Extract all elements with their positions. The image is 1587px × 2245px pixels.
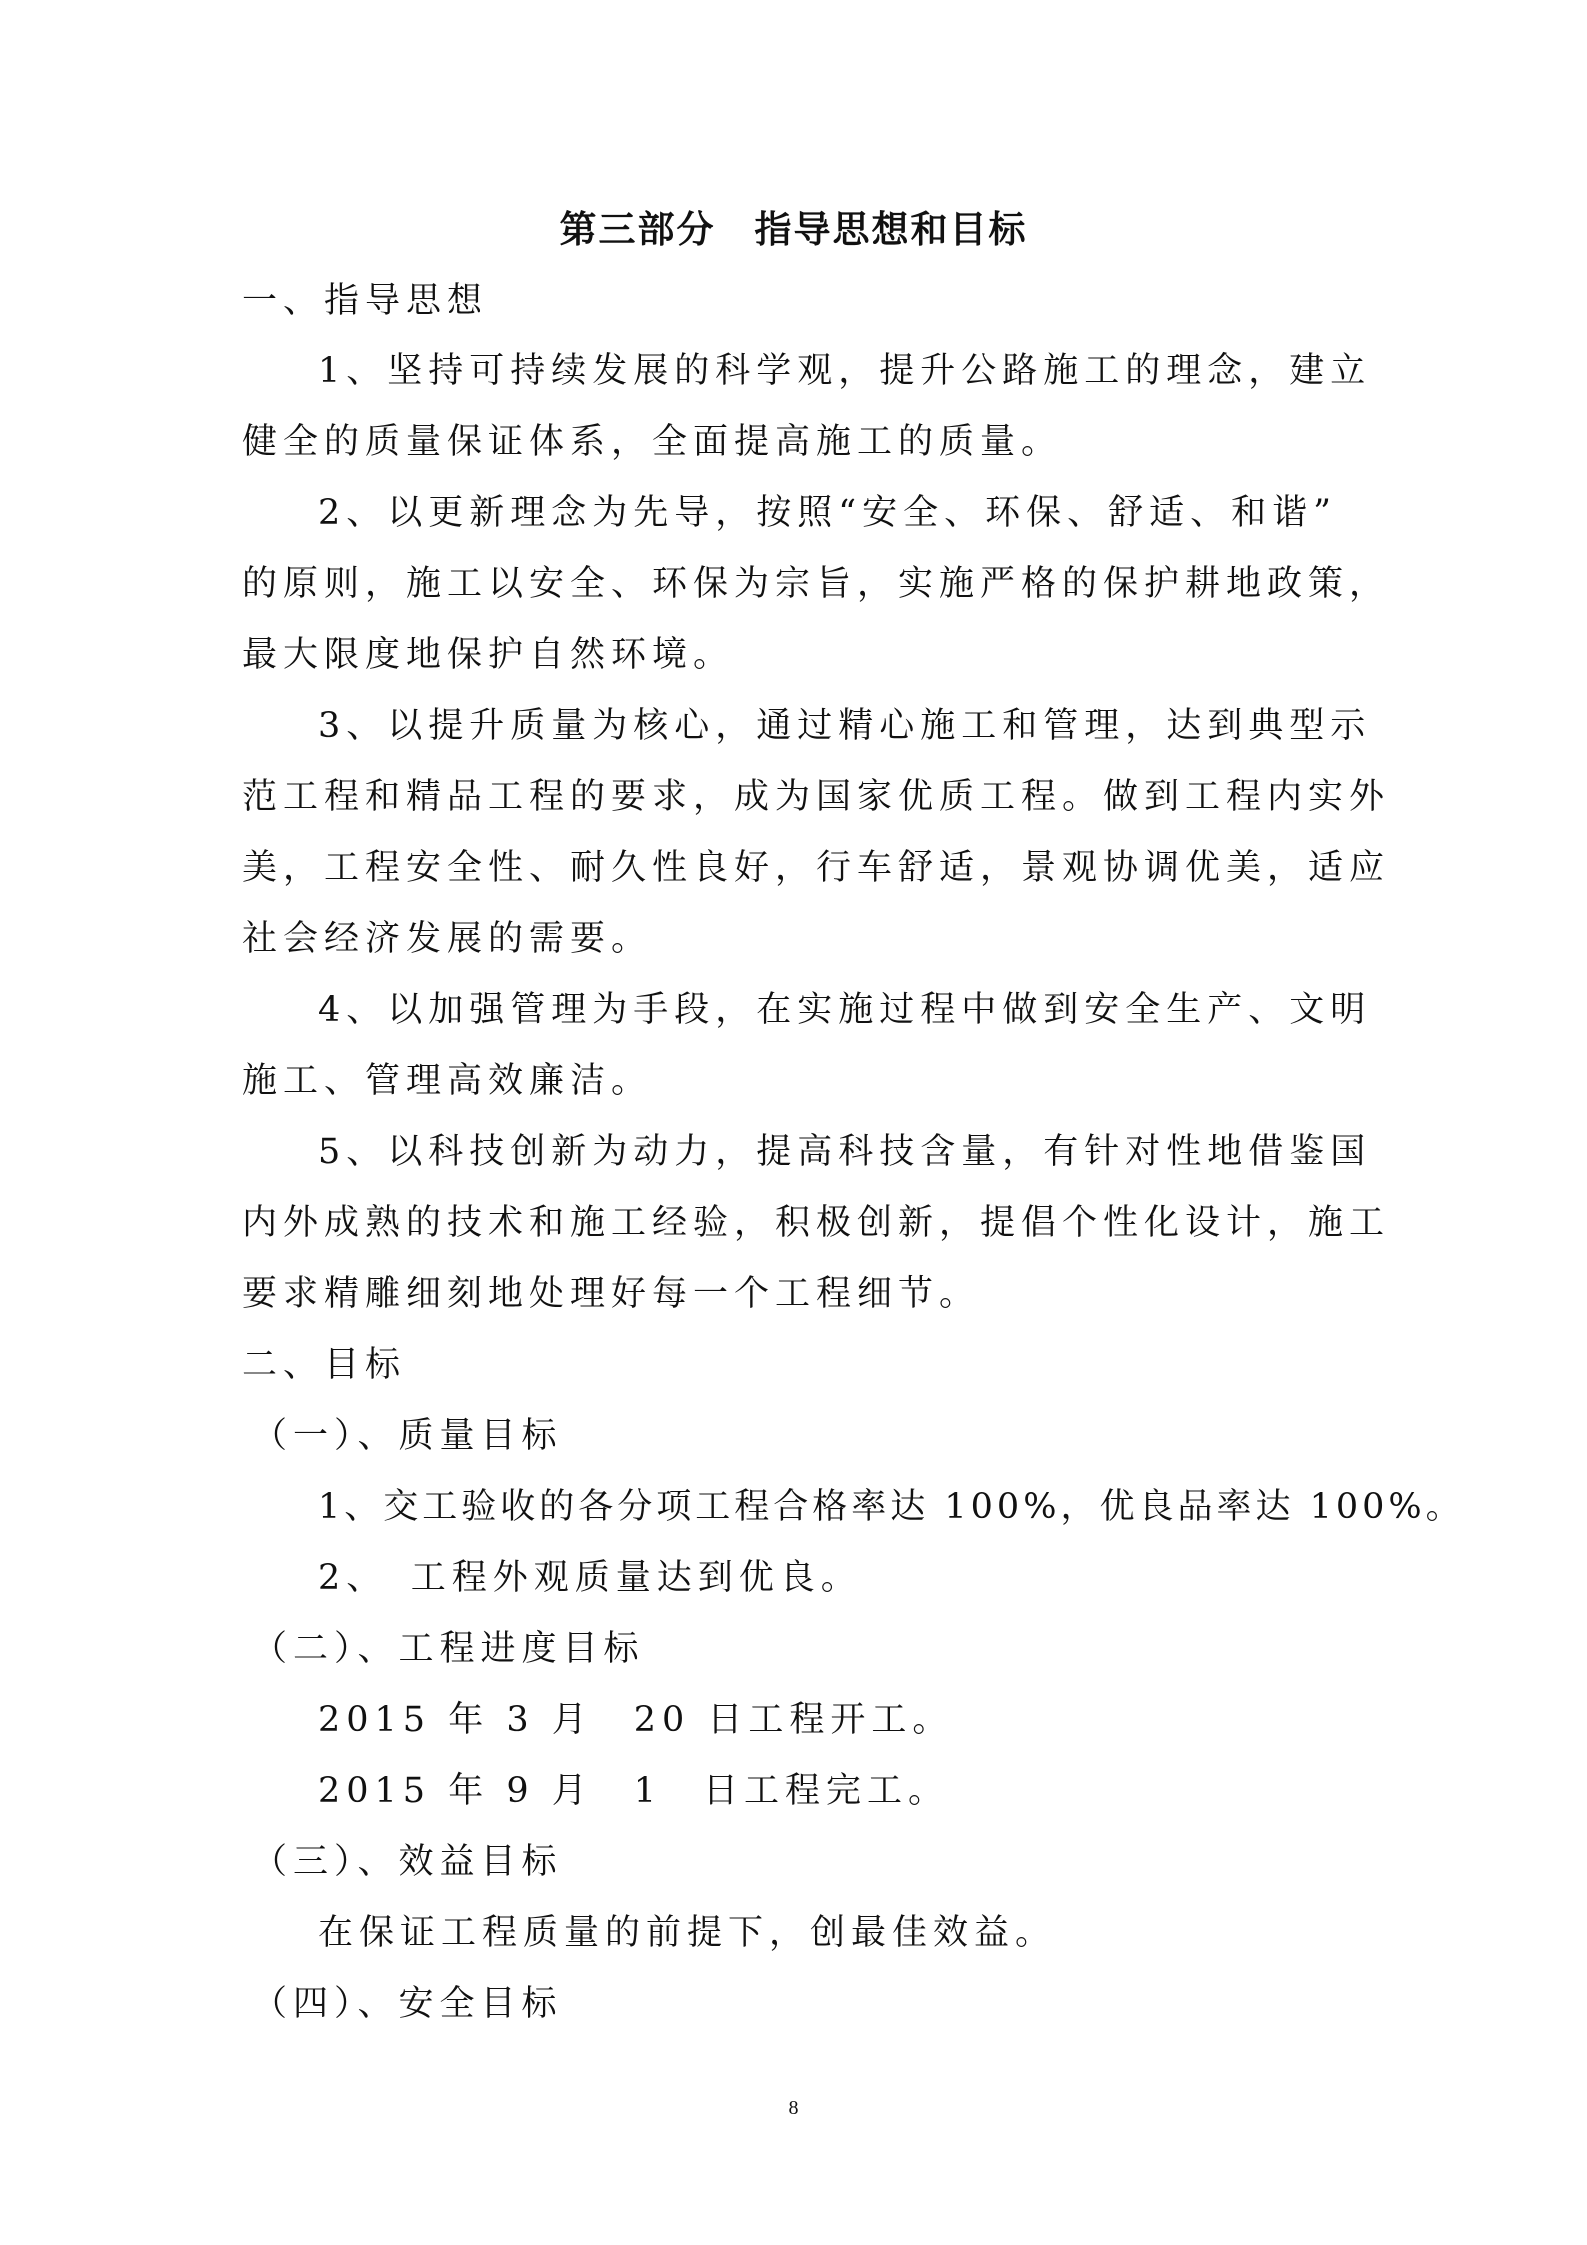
paragraph-line: 2015 年 9 月 1 日工程完工。 — [318, 1771, 949, 1811]
paragraph-line: 要求精雕细刻地处理好每一个工程细节。 — [242, 1274, 981, 1314]
paragraph-line: 施工、管理高效廉洁。 — [242, 1061, 653, 1101]
paragraph-line: 1、交工验收的各分项工程合格率达 100%，优良品率达 100%。 — [318, 1487, 1465, 1527]
paragraph-line: 2015 年 3 月 20 日工程开工。 — [318, 1700, 954, 1740]
paragraph-line: 1、坚持可持续发展的科学观，提升公路施工的理念，建立 — [318, 351, 1372, 391]
subsection-heading-safety: （四）、安全目标 — [252, 1984, 563, 2024]
subsection-heading-schedule: （二）、工程进度目标 — [252, 1629, 645, 1669]
paragraph-line: 健全的质量保证体系，全面提高施工的质量。 — [242, 422, 1063, 462]
section-heading-goals: 二、目标 — [242, 1345, 407, 1385]
paragraph-line: 在保证工程质量的前提下，创最佳效益。 — [318, 1913, 1057, 1953]
page-title: 第三部分 指导思想和目标 — [559, 208, 1028, 251]
subsection-heading-benefit: （三）、效益目标 — [252, 1842, 563, 1882]
paragraph-line: 最大限度地保护自然环境。 — [242, 635, 735, 675]
paragraph-line: 范工程和精品工程的要求，成为国家优质工程。做到工程内实外 — [242, 777, 1391, 817]
paragraph-line: 美，工程安全性、耐久性良好，行车舒适，景观协调优美，适应 — [242, 848, 1391, 888]
paragraph-line: 2、以更新理念为先导，按照“安全、环保、舒适、和谐” — [318, 493, 1338, 533]
paragraph-line: 内外成熟的技术和施工经验，积极创新，提倡个性化设计，施工 — [242, 1203, 1391, 1243]
paragraph-line: 4、以加强管理为手段，在实施过程中做到安全生产、文明 — [318, 990, 1372, 1030]
paragraph-line: 的原则，施工以安全、环保为宗旨，实施严格的保护耕地政策， — [242, 564, 1391, 604]
paragraph-line: 3、以提升质量为核心，通过精心施工和管理，达到典型示 — [318, 706, 1372, 746]
section-heading-guiding-ideology: 一、指导思想 — [242, 281, 489, 321]
paragraph-line: 社会经济发展的需要。 — [242, 919, 653, 959]
paragraph-line: 5、以科技创新为动力，提高科技含量，有针对性地借鉴国 — [318, 1132, 1372, 1172]
page-number: 8 — [788, 2097, 799, 2119]
subsection-heading-quality: （一）、质量目标 — [252, 1416, 563, 1456]
paragraph-line: 2、 工程外观质量达到优良。 — [318, 1558, 862, 1598]
